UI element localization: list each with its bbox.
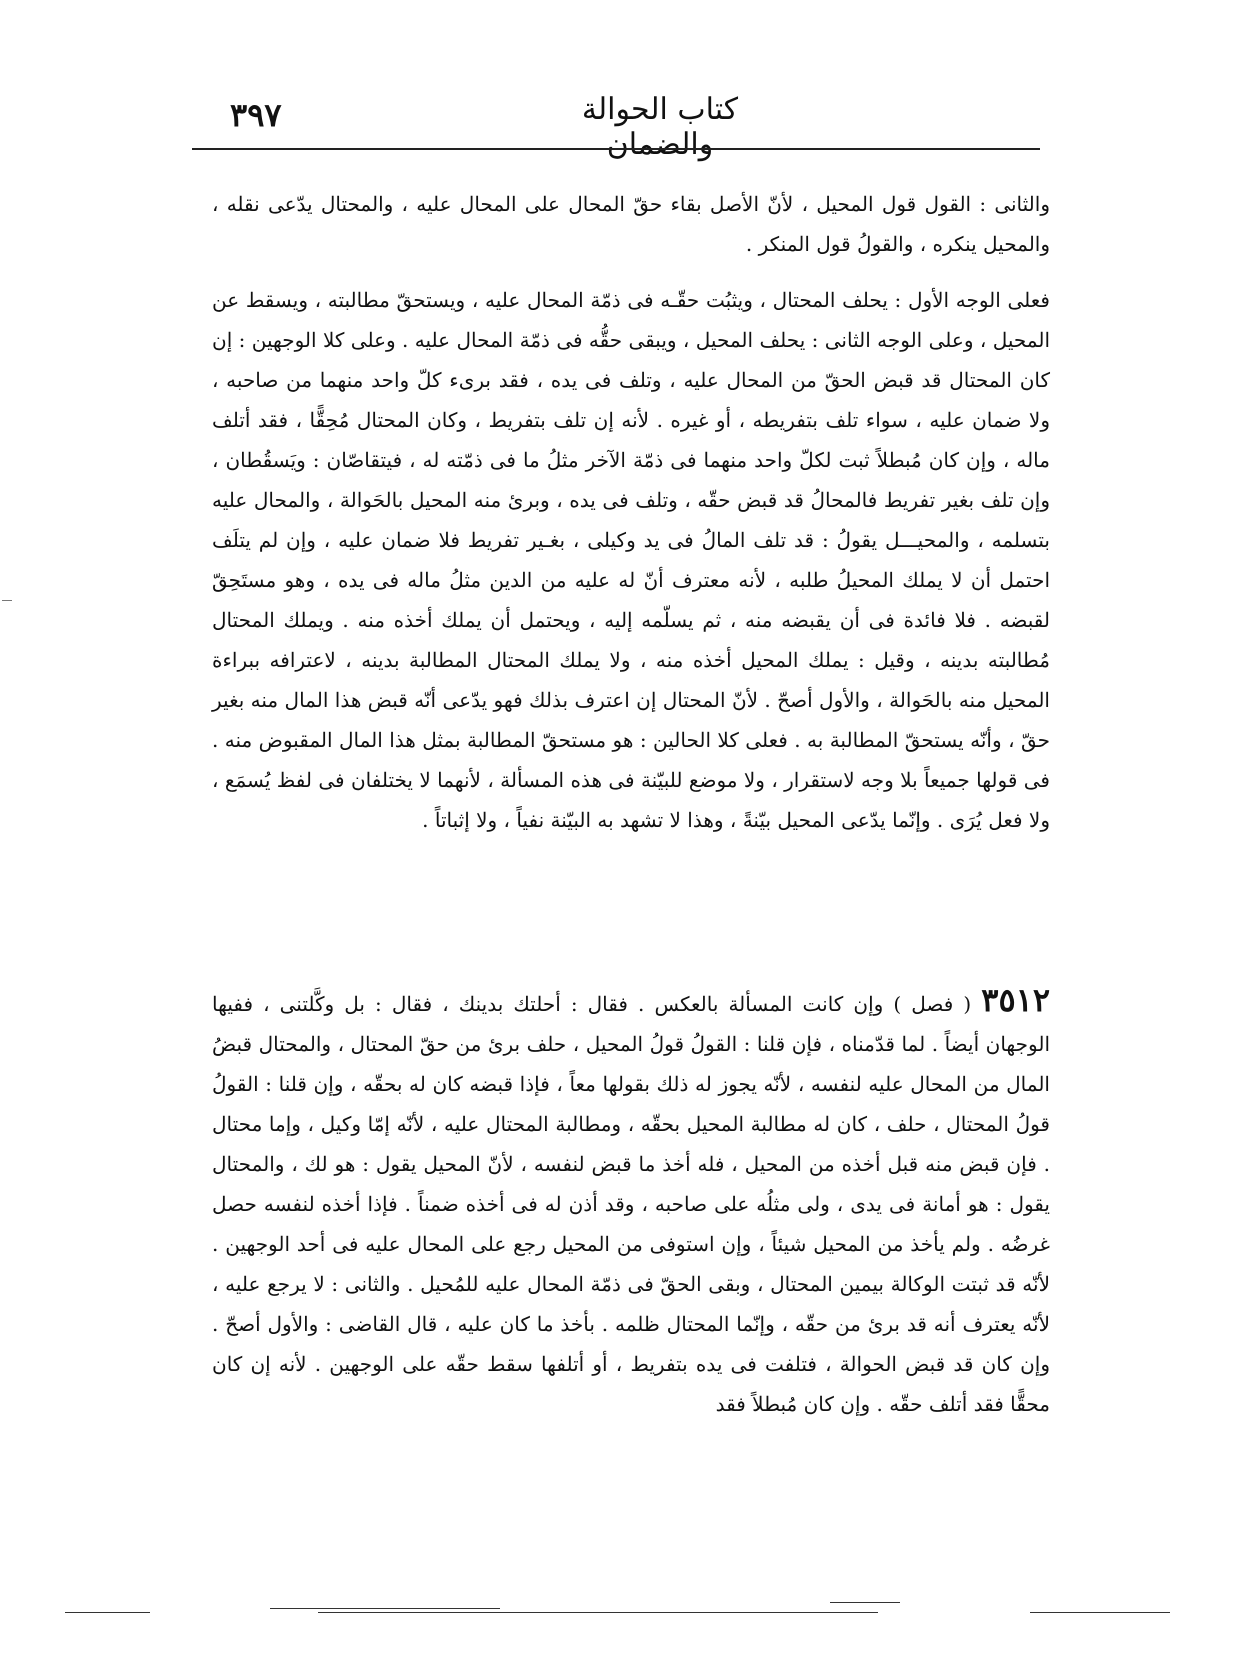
header-rule xyxy=(192,148,1040,150)
running-title: كتاب الحوالة والضمان xyxy=(581,92,739,162)
paragraph-2 xyxy=(212,280,1050,840)
page-number: ٣٩٧ xyxy=(230,96,282,134)
footer-rule xyxy=(1030,1612,1170,1613)
footer-rule xyxy=(270,1608,500,1609)
section-text: ( فصل ) وإن كانت المسألة بالعكس . فقال : أحلتك بدينك ، فقال : بل وكَّلتنى ، ففيها الوجهان أيضاً . لما قدّمناه ، فإن قلنا : القولُ قولُ المحيل ، حلف برئ من حقّ المحتال ، والمحتال قبضُ المال من المحال عليه لنفسه ، لأنّه يجوز له ذلك بقولها معاً ، فإذا قبضه كان له بحقّه ، وإن قلنا : القولُ قولُ المحتال ، حلف ، كان له مطالبة المحيل بحقّه ، ومطالبة المحتال عليه ، لأنّه إمّا وكيل ، وإما محتال . فإن قبض منه قبل أخذه من المحيل ، فله أخذ ما قبض لنفسه ، لأنّ المحيل يقول : هو لك ، والمحتال يقول : هو أمانة فى يدى ، ولى مثلُه على صاحبه ، وقد أذن له فى أخذه ضمناً . فإذا أخذه لنفسه حصل غرضُه . ولم يأخذ من المحيل شيئاً ، وإن استوفى من المحيل رجع على المحال عليه فى أحد الوجهين . لأنّه قد ثبتت الوكالة بيمين المحتال ، وبقى الحقّ فى ذمّة المحال عليه للمُحيل . والثانى : لا يرجع عليه ، لأنّه يعترف أنه قد برئ من حقّه ، وإنّما المحتال ظلمه . بأخذ ما كان عليه ، قال القاضى : والأول أصحّ . وإن كان قد قبض الحوالة ، فتلفت فى يده بتفريط ، أو أتلفها سقط حقّه على الوجهين . لأنه إن كان محقًّا فقد أتلف حقّه . وإن كان مُبطلاً فقد xyxy=(212,992,1050,1416)
paragraph-2-text: فعلى الوجه الأول : يحلف المحتال ، ويثبُت حقّـه فى ذمّة المحال عليه ، ويستحقّ مطالبته ، ويسقط عن المحيل ، وعلى الوجه الثانى : يحلف المحيل ، ويبقى حقُّه فى ذمّة المحال عليه . وعلى كلا الوجهين : إن كان المحتال قد قبض الحقّ من المحال عليه ، وتلف فى يده ، فقد برىء كلّ واحد منهما من صاحبه ، ولا ضمان عليه ، سواء تلف بتفريطه ، أو غيره . لأنه إن تلف بتفريط ، وكان المحتال مُحِقًّا ، فقد أتلف ماله ، وإن كان مُبطلاً ثبت لكلّ واحد منهما فى ذمّة الآخر مثلُ ما فى ذمّته له ، فيتقاصّان : ويَسقُطان ، وإن تلف بغير تفريط فالمحالُ قد قبض حقّه ، وتلف فى يده ، وبرئ منه المحيل بالحَوالة ، والمحال عليه بتسلمه ، والمحيـــل يقولُ : قد تلف المالُ فى يد وكيلى ، بغـير تفريط فلا ضمان عليه ، وإن لم يتلَف احتمل أن لا يملك المحيلُ طلبه ، لأنه معترف أنّ له عليه من الدين مثلُ ماله فى يده ، وهو مستَحِقّ لقبضه . فلا فائدة فى أن يقبضه منه ، ثم يسلّمه إليه ، ويحتمل أن يملك أخذه منه . ويملك المحتال مُطالبته بدينه ، وقيل : يملك المحيل أخذه منه ، ولا يملك المحتال المطالبة بدينه ، لاعترافه ببراءة المحيل منه بالحَوالة ، والأول أصحّ . لأنّ المحتال إن اعترف بذلك فهو يدّعى أنّه قبض هذا المال منه بغير حقّ ، وأنّه يستحقّ المطالبة به . فعلى كلا الحالين : هو مستحقّ المطالبة بمثل هذا المال المقبوض منه . فى قولها جميعاً بلا وجه لاستقرار ، ولا موضع للبيّنة فى هذه المسألة ، لأنهما لا يختلفان فى لفظ يُسمَع ، ولا فعل يُرَى . وإنّما يدّعى المحيل بيّنةً ، وهذا لا تشهد به البيّنة نفياً ، ولا إثباتاً . xyxy=(212,288,1051,832)
paragraph-1-text: والثانى : القول قول المحيل ، لأنّ الأصل بقاء حقّ المحال على المحال عليه ، والمحتال يدّعى نقله ، والمحيل ينكره ، والقولُ قول المنكر . xyxy=(212,192,1050,256)
footer-rule xyxy=(318,1612,878,1613)
section-paragraph xyxy=(212,980,1050,1424)
footer-rule xyxy=(830,1602,900,1603)
footer-rule xyxy=(65,1612,150,1613)
section-3512 xyxy=(212,980,1050,1424)
margin-mark xyxy=(2,600,12,601)
paragraph-1 xyxy=(212,184,1050,264)
section-number: ٣٥١٢ xyxy=(981,981,1050,1019)
